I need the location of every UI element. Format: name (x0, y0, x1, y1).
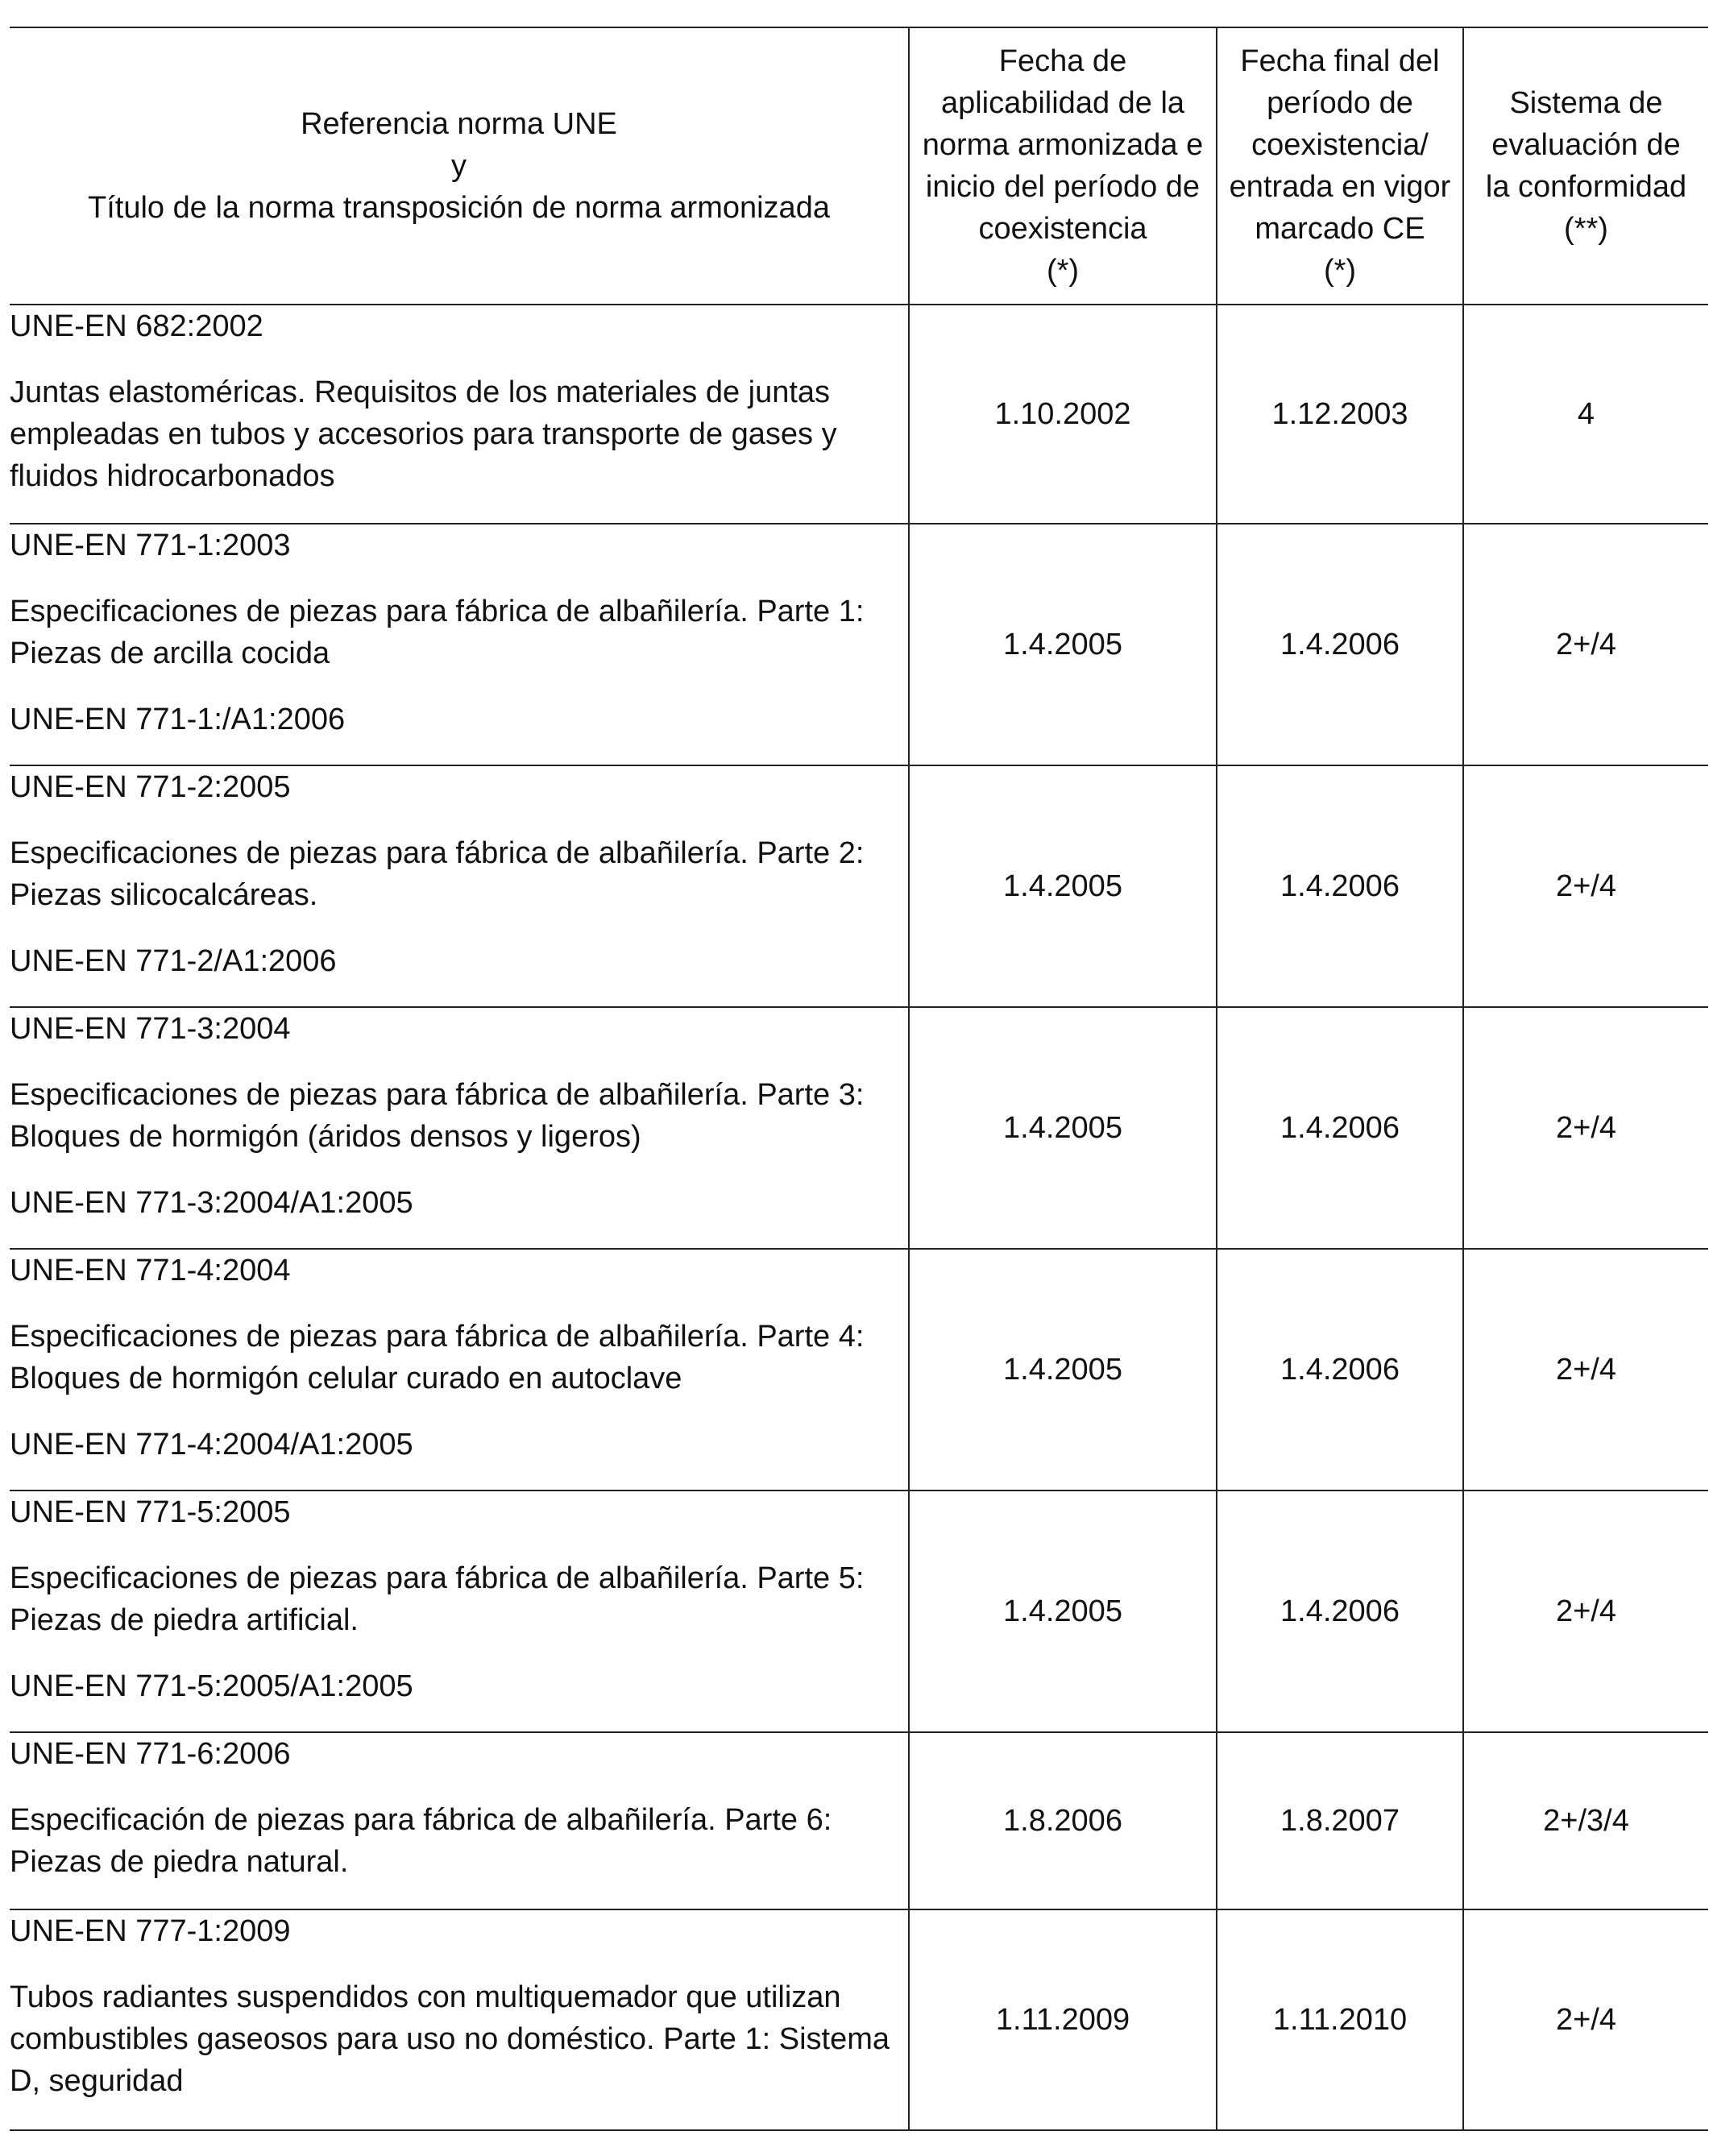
reference-cell (10, 765, 909, 1007)
conformity-system: 2+/4 (1463, 524, 1708, 765)
header-conformity-system: Sistema de evaluación de la conformidad (**) (1463, 27, 1708, 305)
end-coexistence-date: 1.12.2003 (1217, 305, 1463, 524)
table-row (10, 1007, 1708, 1249)
standard-title-line: Piezas de piedra artificial. (10, 1603, 359, 1637)
standard-title-line: empleadas en tubos y accesorios para transporte de gases y (10, 417, 837, 451)
table-row (10, 1909, 1708, 2130)
standard-title-line: Juntas elastoméricas. Requisitos de los materiales de juntas (10, 375, 831, 409)
applicability-date: 1.4.2005 (909, 1007, 1217, 1249)
conformity-system: 2+/4 (1463, 765, 1708, 1007)
standard-title-line: Especificación de piezas para fábrica de albañilería. Parte 6: (10, 1803, 832, 1837)
conformity-system: 2+/4 (1463, 1007, 1708, 1249)
amendment-reference: UNE-EN 771-4:2004/A1:2005 (10, 1428, 413, 1462)
end-coexistence-date: 1.4.2006 (1217, 765, 1463, 1007)
standard-title-line: fluidos hidrocarbonados (10, 459, 335, 493)
reference-cell (10, 1491, 909, 1732)
applicability-date: 1.4.2005 (909, 1249, 1217, 1491)
conformity-system: 2+/4 (1463, 1909, 1708, 2130)
applicability-date: 1.4.2005 (909, 765, 1217, 1007)
header-end-coexistence-date: Fecha final del período de coexistencia/ entrada en vigor marcado CE (*) (1217, 27, 1463, 305)
amendment-reference: UNE-EN 771-2/A1:2006 (10, 944, 337, 978)
standard-title-line: Piezas de arcilla cocida (10, 636, 330, 670)
table-row (10, 1491, 1708, 1732)
reference-cell (10, 1732, 909, 1909)
reference-cell (10, 1249, 909, 1491)
standard-title-line: Especificaciones de piezas para fábrica de albañilería. Parte 2: (10, 836, 865, 870)
end-coexistence-date: 1.4.2006 (1217, 524, 1463, 765)
standard-reference: UNE-EN 771-2:2005 (10, 770, 291, 804)
header-applicability-date: Fecha de aplicabilidad de la norma armonizada e inicio del período de coexistencia (*) (909, 27, 1217, 305)
end-coexistence-date: 1.4.2006 (1217, 1491, 1463, 1732)
standard-title-line: combustibles gaseosos para uso no doméstico. Parte 1: Sistema (10, 2022, 890, 2056)
table-row (10, 765, 1708, 1007)
conformity-system: 2+/4 (1463, 1249, 1708, 1491)
amendment-reference: UNE-EN 771-1:/A1:2006 (10, 703, 346, 736)
conformity-system: 2+/4 (1463, 1491, 1708, 1732)
standard-title-line: Piezas de piedra natural. (10, 1845, 349, 1879)
reference-cell (10, 305, 909, 524)
standard-reference: UNE-EN 682:2002 (10, 309, 263, 343)
standard-title-line: Especificaciones de piezas para fábrica de albañilería. Parte 3: (10, 1078, 865, 1112)
standard-reference: UNE-EN 771-4:2004 (10, 1254, 291, 1287)
applicability-date: 1.4.2005 (909, 524, 1217, 765)
end-coexistence-date: 1.11.2010 (1217, 1909, 1463, 2130)
standard-title-line: Piezas silicocalcáreas. (10, 878, 318, 912)
standard-title-line: Especificaciones de piezas para fábrica de albañilería. Parte 4: (10, 1320, 865, 1354)
table-row (10, 1249, 1708, 1491)
table-row (10, 1732, 1708, 1909)
table-row (10, 305, 1708, 524)
amendment-reference: UNE-EN 771-5:2005/A1:2005 (10, 1669, 413, 1703)
reference-cell (10, 1007, 909, 1249)
end-coexistence-date: 1.4.2006 (1217, 1007, 1463, 1249)
standard-title-line: Bloques de hormigón celular curado en autoclave (10, 1362, 682, 1395)
standard-title-line: D, seguridad (10, 2064, 184, 2098)
reference-cell (10, 1909, 909, 2130)
applicability-date: 1.8.2006 (909, 1732, 1217, 1909)
end-coexistence-date: 1.4.2006 (1217, 1249, 1463, 1491)
applicability-date: 1.10.2002 (909, 305, 1217, 524)
applicability-date: 1.11.2009 (909, 1909, 1217, 2130)
standard-title-line: Especificaciones de piezas para fábrica de albañilería. Parte 1: (10, 595, 865, 628)
standards-table (10, 27, 1708, 2131)
table-header (10, 27, 1708, 305)
standard-reference: UNE-EN 771-1:2003 (10, 529, 291, 562)
standard-reference: UNE-EN 777-1:2009 (10, 1914, 291, 1948)
reference-cell (10, 524, 909, 765)
standard-reference: UNE-EN 771-6:2006 (10, 1737, 291, 1771)
standard-reference: UNE-EN 771-5:2005 (10, 1495, 291, 1529)
end-coexistence-date: 1.8.2007 (1217, 1732, 1463, 1909)
standard-title-line: Bloques de hormigón (áridos densos y ligeros) (10, 1120, 641, 1154)
applicability-date: 1.4.2005 (909, 1491, 1217, 1732)
conformity-system: 2+/3/4 (1463, 1732, 1708, 1909)
amendment-reference: UNE-EN 771-3:2004/A1:2005 (10, 1186, 413, 1220)
conformity-system: 4 (1463, 305, 1708, 524)
standard-title-line: Tubos radiantes suspendidos con multiquemador que utilizan (10, 1980, 841, 2014)
table-row (10, 524, 1708, 765)
header-reference: Referencia norma UNE y Título de la norma transposición de norma armonizada (10, 27, 909, 305)
standard-reference: UNE-EN 771-3:2004 (10, 1012, 291, 1046)
standard-title-line: Especificaciones de piezas para fábrica de albañilería. Parte 5: (10, 1561, 865, 1595)
